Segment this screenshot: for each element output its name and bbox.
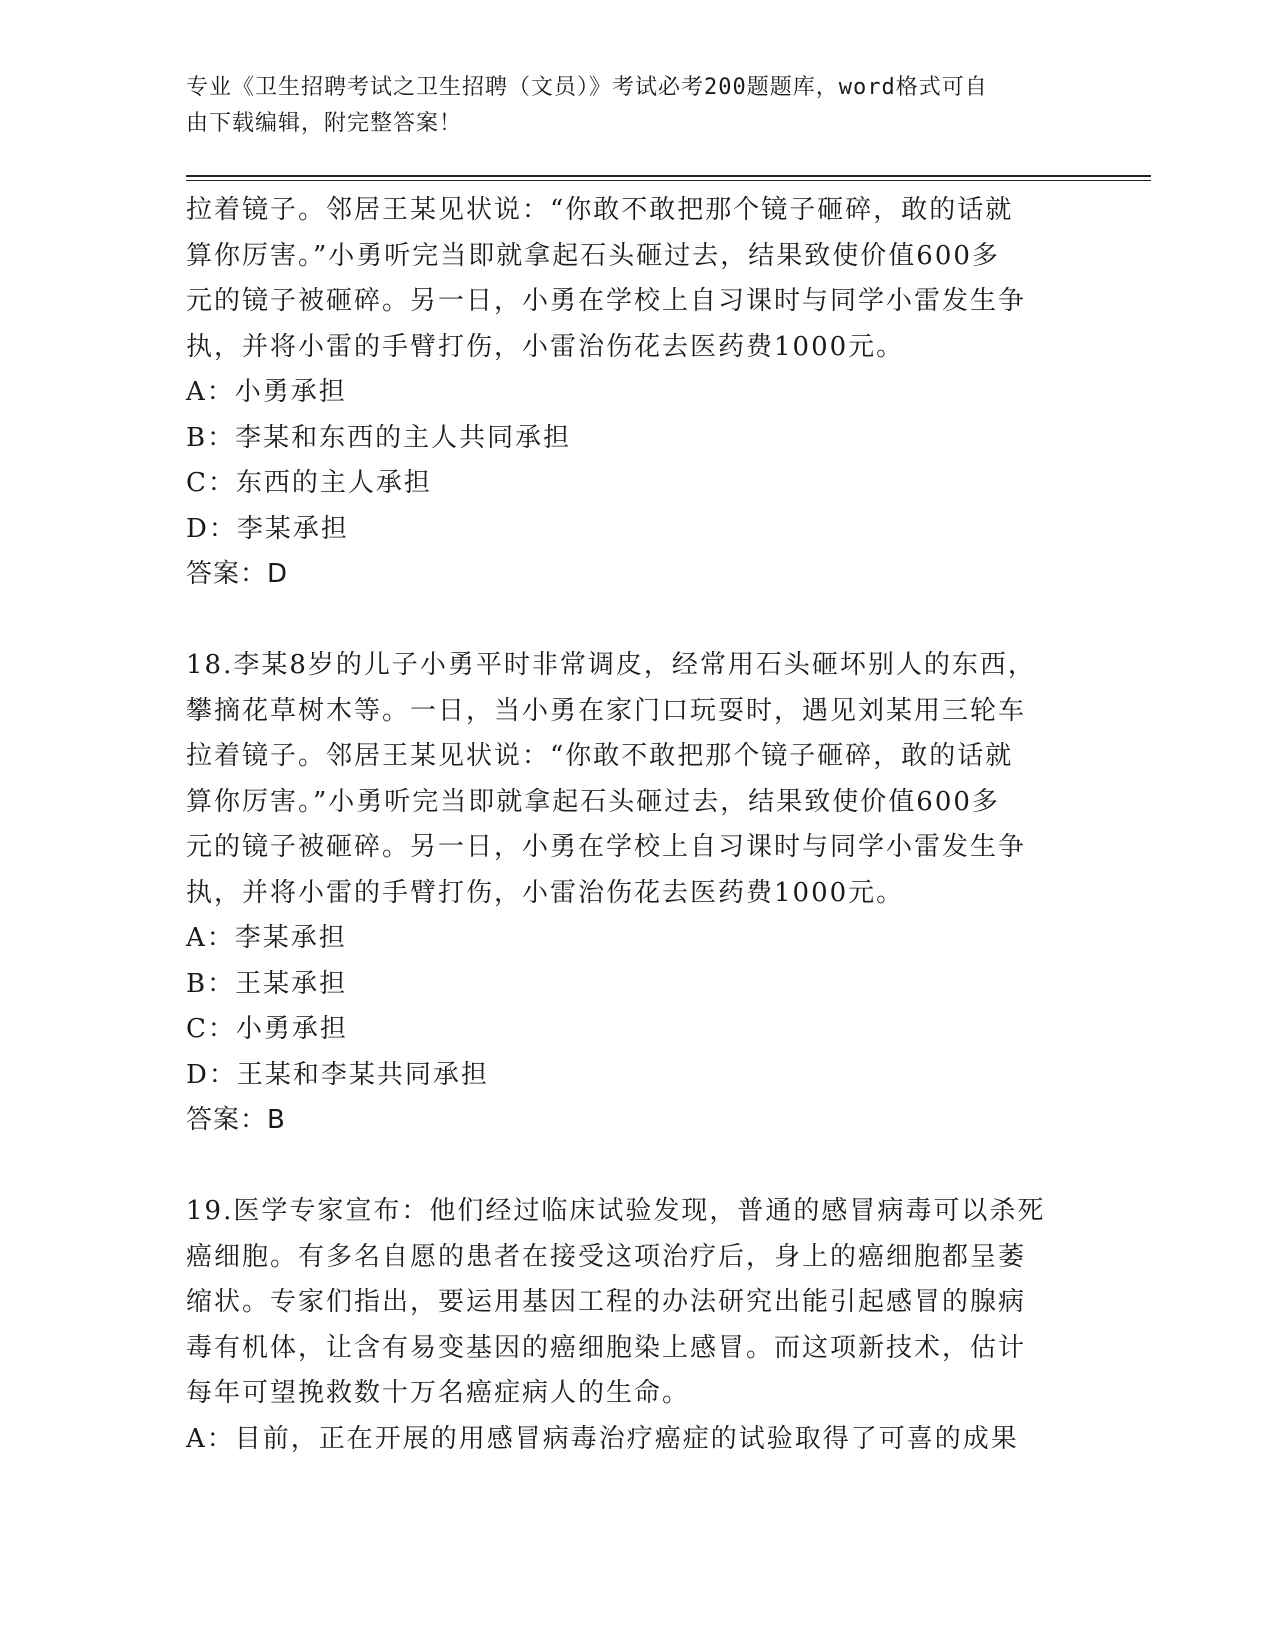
question-text-line: 执，并将小雷的手臂打伤，小雷治伤花去医药费1000元。 bbox=[186, 331, 905, 362]
option-a: A：李某承担 bbox=[186, 923, 347, 953]
answer: 答案：D bbox=[186, 559, 289, 589]
question-text-line: 癌细胞。有多名自愿的患者在接受这项治疗后，身上的癌细胞都呈萎 bbox=[186, 1241, 1027, 1272]
page-header bbox=[186, 70, 1066, 142]
option-b: B：李某和东西的主人共同承担 bbox=[186, 422, 572, 453]
header-divider bbox=[186, 175, 1151, 181]
question-text-line: 算你厉害。”小勇听完当即就拿起石头砸过去，结果致使价值600多 bbox=[186, 240, 1000, 271]
question-text-line: 毒有机体，让含有易变基因的癌细胞染上感冒。而这项新技术，估计 bbox=[186, 1332, 1027, 1363]
option-c: C：东西的主人承担 bbox=[186, 468, 432, 498]
header-line-2: 由下载编辑，附完整答案！ bbox=[186, 111, 463, 136]
option-b: B：王某承担 bbox=[186, 968, 348, 999]
question-19 bbox=[186, 1189, 1066, 1462]
question-text-line: 算你厉害。”小勇听完当即就拿起石头砸过去，结果致使价值600多 bbox=[186, 786, 1000, 817]
question-17 bbox=[186, 188, 1066, 598]
question-text-line: 19.医学专家宣布：他们经过临床试验发现，普通的感冒病毒可以杀死 bbox=[186, 1196, 1046, 1226]
question-text-line: 缩状。专家们指出，要运用基因工程的办法研究出能引起感冒的腺病 bbox=[186, 1287, 1027, 1317]
option-a: A：小勇承担 bbox=[186, 377, 347, 407]
document-body bbox=[186, 188, 1066, 1462]
question-text-line: 攀摘花草树木等。一日，当小勇在家门口玩耍时，遇见刘某用三轮车 bbox=[186, 695, 1027, 726]
question-text-line: 拉着镜子。邻居王某见状说：“你敢不敢把那个镜子砸碎，敢的话就 bbox=[186, 195, 1014, 225]
header-line-1: 专业《卫生招聘考试之卫生招聘（文员）》考试必考200题题库，word格式可自 bbox=[186, 75, 988, 100]
question-text-line: 元的镜子被砸碎。另一日，小勇在学校上自习课时与同学小雷发生争 bbox=[186, 286, 1027, 316]
question-text-line: 执，并将小雷的手臂打伤，小雷治伤花去医药费1000元。 bbox=[186, 877, 905, 908]
option-c: C：小勇承担 bbox=[186, 1014, 348, 1044]
question-18 bbox=[186, 643, 1066, 1144]
answer: 答案：B bbox=[186, 1105, 286, 1135]
option-a: A：目前，正在开展的用感冒病毒治疗癌症的试验取得了可喜的成果 bbox=[186, 1423, 1019, 1454]
option-d: D：李某承担 bbox=[186, 513, 349, 544]
question-text-line: 18.李某8岁的儿子小勇平时非常调皮，经常用石头砸坏别人的东西， bbox=[186, 650, 1036, 680]
question-text-line: 拉着镜子。邻居王某见状说：“你敢不敢把那个镜子砸碎，敢的话就 bbox=[186, 741, 1014, 771]
question-text-line: 元的镜子被砸碎。另一日，小勇在学校上自习课时与同学小雷发生争 bbox=[186, 832, 1027, 862]
question-text-line: 每年可望挽救数十万名癌症病人的生命。 bbox=[186, 1378, 691, 1408]
option-d: D：王某和李某共同承担 bbox=[186, 1059, 489, 1090]
spacer bbox=[186, 1144, 1066, 1190]
spacer bbox=[186, 598, 1066, 644]
